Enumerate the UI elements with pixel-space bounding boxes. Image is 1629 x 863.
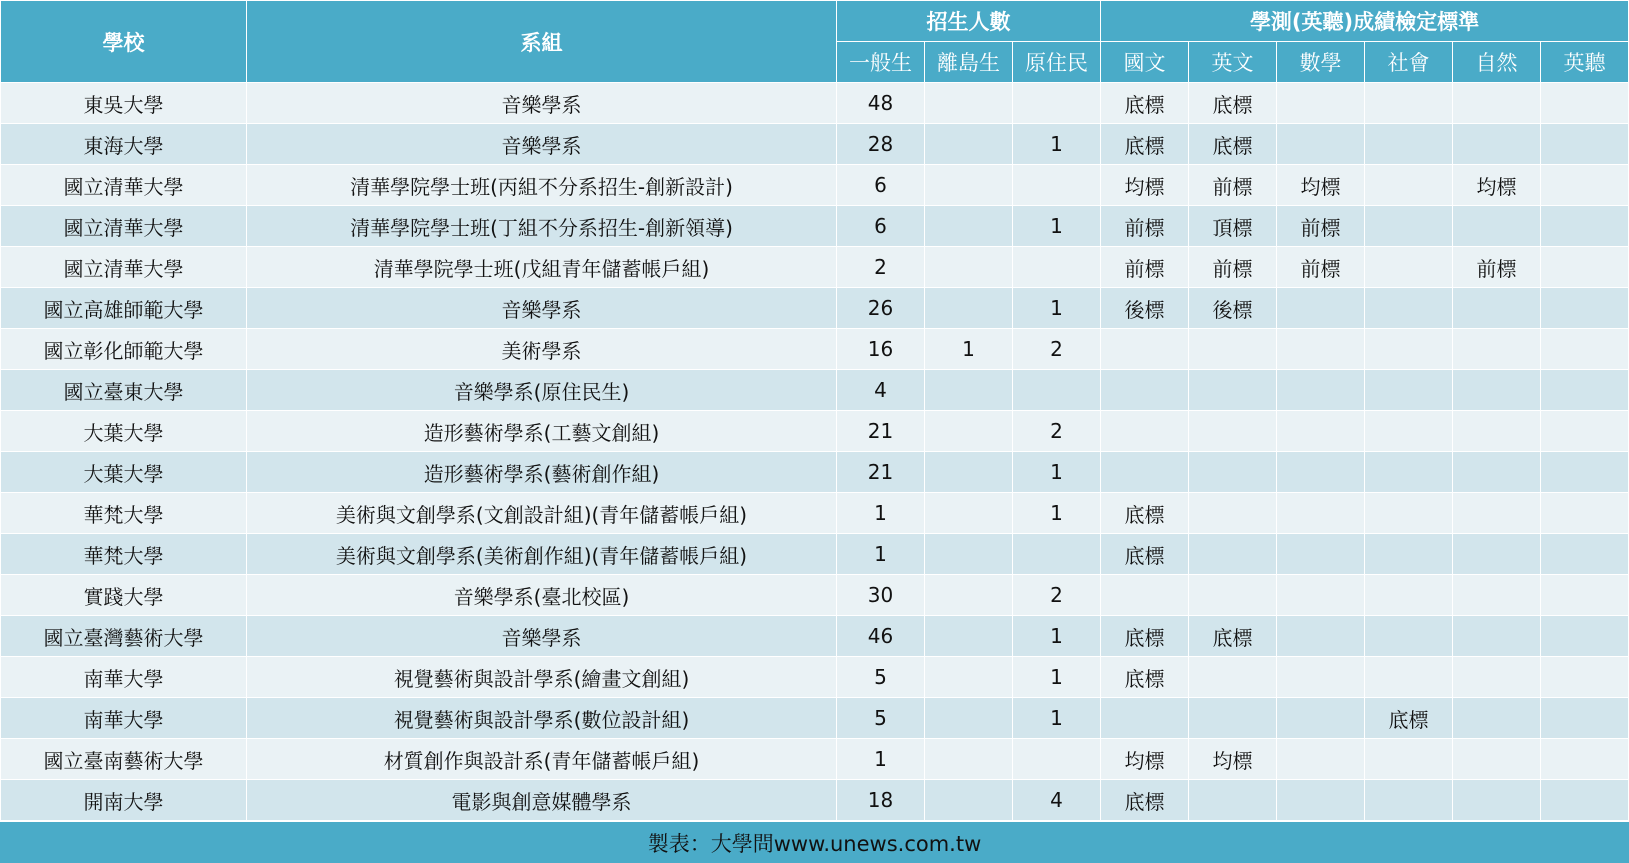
cell-general: 21 xyxy=(837,452,925,493)
table-row xyxy=(1,575,1629,616)
cell-dept: 電影與創意媒體學系 xyxy=(247,780,837,821)
cell-listening xyxy=(1541,83,1629,124)
cell-general: 26 xyxy=(837,288,925,329)
cell-general: 28 xyxy=(837,124,925,165)
table-body xyxy=(1,83,1629,821)
cell-dept: 材質創作與設計系(青年儲蓄帳戶組) xyxy=(247,739,837,780)
cell-indigenous xyxy=(1013,165,1101,206)
cell-chinese: 均標 xyxy=(1101,165,1189,206)
table-row xyxy=(1,206,1629,247)
cell-social xyxy=(1365,288,1453,329)
cell-math xyxy=(1277,739,1365,780)
cell-school: 東海大學 xyxy=(1,124,247,165)
cell-dept: 造形藝術學系(藝術創作組) xyxy=(247,452,837,493)
cell-indigenous xyxy=(1013,534,1101,575)
cell-dept: 造形藝術學系(工藝文創組) xyxy=(247,411,837,452)
table-row xyxy=(1,329,1629,370)
cell-chinese: 底標 xyxy=(1101,534,1189,575)
cell-social xyxy=(1365,452,1453,493)
cell-english: 後標 xyxy=(1189,288,1277,329)
table-row xyxy=(1,247,1629,288)
cell-listening xyxy=(1541,329,1629,370)
header-general: 一般生 xyxy=(837,42,925,83)
cell-indigenous: 2 xyxy=(1013,411,1101,452)
cell-science xyxy=(1453,534,1541,575)
cell-indigenous: 2 xyxy=(1013,575,1101,616)
cell-island xyxy=(925,739,1013,780)
cell-school: 開南大學 xyxy=(1,780,247,821)
table-row xyxy=(1,493,1629,534)
table-row xyxy=(1,124,1629,165)
cell-island xyxy=(925,83,1013,124)
cell-general: 5 xyxy=(837,698,925,739)
cell-dept: 音樂學系 xyxy=(247,124,837,165)
cell-general: 46 xyxy=(837,616,925,657)
footer-credit-bar xyxy=(0,822,1629,863)
cell-dept: 清華學院學士班(戊組青年儲蓄帳戶組) xyxy=(247,247,837,288)
cell-island xyxy=(925,247,1013,288)
cell-english: 前標 xyxy=(1189,165,1277,206)
table-row xyxy=(1,165,1629,206)
cell-social xyxy=(1365,575,1453,616)
cell-indigenous: 1 xyxy=(1013,452,1101,493)
cell-chinese: 底標 xyxy=(1101,124,1189,165)
cell-general: 4 xyxy=(837,370,925,411)
header-social: 社會 xyxy=(1365,42,1453,83)
cell-social: 底標 xyxy=(1365,698,1453,739)
cell-math xyxy=(1277,370,1365,411)
cell-school: 國立高雄師範大學 xyxy=(1,288,247,329)
cell-indigenous: 4 xyxy=(1013,780,1101,821)
cell-general: 1 xyxy=(837,534,925,575)
cell-dept: 清華學院學士班(丁組不分系招生-創新領導) xyxy=(247,206,837,247)
header-dept: 系組 xyxy=(247,1,837,83)
cell-school: 國立清華大學 xyxy=(1,247,247,288)
cell-science xyxy=(1453,83,1541,124)
cell-english: 底標 xyxy=(1189,83,1277,124)
footer-credit: 製表：大學問www.unews.com.tw xyxy=(647,831,982,856)
cell-science xyxy=(1453,370,1541,411)
header-chinese: 國文 xyxy=(1101,42,1189,83)
table-row xyxy=(1,780,1629,821)
cell-listening xyxy=(1541,124,1629,165)
cell-math: 前標 xyxy=(1277,206,1365,247)
cell-island: 1 xyxy=(925,329,1013,370)
cell-indigenous: 2 xyxy=(1013,329,1101,370)
cell-general: 21 xyxy=(837,411,925,452)
cell-general: 5 xyxy=(837,657,925,698)
header-quota-group: 招生人數 xyxy=(837,1,1101,42)
cell-english xyxy=(1189,452,1277,493)
cell-chinese: 後標 xyxy=(1101,288,1189,329)
cell-chinese: 底標 xyxy=(1101,83,1189,124)
cell-school: 國立清華大學 xyxy=(1,165,247,206)
cell-island xyxy=(925,575,1013,616)
cell-english: 底標 xyxy=(1189,616,1277,657)
cell-math xyxy=(1277,657,1365,698)
cell-school: 大葉大學 xyxy=(1,411,247,452)
cell-general: 1 xyxy=(837,493,925,534)
cell-social xyxy=(1365,247,1453,288)
header-english: 英文 xyxy=(1189,42,1277,83)
cell-island xyxy=(925,124,1013,165)
cell-english xyxy=(1189,780,1277,821)
cell-english: 前標 xyxy=(1189,247,1277,288)
cell-social xyxy=(1365,83,1453,124)
cell-school: 華梵大學 xyxy=(1,534,247,575)
table-header xyxy=(1,1,1629,83)
cell-school: 實踐大學 xyxy=(1,575,247,616)
cell-chinese xyxy=(1101,575,1189,616)
cell-listening xyxy=(1541,657,1629,698)
cell-school: 東吳大學 xyxy=(1,83,247,124)
cell-island xyxy=(925,698,1013,739)
cell-math xyxy=(1277,83,1365,124)
cell-chinese: 底標 xyxy=(1101,657,1189,698)
cell-island xyxy=(925,657,1013,698)
cell-chinese xyxy=(1101,329,1189,370)
cell-dept: 音樂學系 xyxy=(247,616,837,657)
cell-social xyxy=(1365,206,1453,247)
cell-chinese: 底標 xyxy=(1101,780,1189,821)
cell-island xyxy=(925,452,1013,493)
table-row xyxy=(1,616,1629,657)
cell-english xyxy=(1189,534,1277,575)
cell-science: 前標 xyxy=(1453,247,1541,288)
table-row xyxy=(1,452,1629,493)
cell-school: 國立臺南藝術大學 xyxy=(1,739,247,780)
cell-english xyxy=(1189,370,1277,411)
cell-english xyxy=(1189,329,1277,370)
cell-dept: 音樂學系(臺北校區) xyxy=(247,575,837,616)
cell-listening xyxy=(1541,780,1629,821)
cell-chinese: 均標 xyxy=(1101,739,1189,780)
cell-indigenous: 1 xyxy=(1013,288,1101,329)
cell-island xyxy=(925,493,1013,534)
cell-social xyxy=(1365,657,1453,698)
cell-listening xyxy=(1541,165,1629,206)
cell-island xyxy=(925,288,1013,329)
cell-school: 南華大學 xyxy=(1,698,247,739)
cell-math xyxy=(1277,124,1365,165)
cell-science: 均標 xyxy=(1453,165,1541,206)
cell-general: 16 xyxy=(837,329,925,370)
cell-island xyxy=(925,370,1013,411)
cell-chinese: 底標 xyxy=(1101,616,1189,657)
cell-listening xyxy=(1541,288,1629,329)
table-row xyxy=(1,534,1629,575)
cell-general: 1 xyxy=(837,739,925,780)
cell-listening xyxy=(1541,452,1629,493)
cell-science xyxy=(1453,780,1541,821)
cell-general: 18 xyxy=(837,780,925,821)
cell-island xyxy=(925,206,1013,247)
cell-school: 南華大學 xyxy=(1,657,247,698)
cell-dept: 音樂學系 xyxy=(247,288,837,329)
header-standard-group: 學測(英聽)成績檢定標準 xyxy=(1101,1,1629,42)
cell-social xyxy=(1365,534,1453,575)
cell-science xyxy=(1453,452,1541,493)
cell-island xyxy=(925,534,1013,575)
cell-social xyxy=(1365,616,1453,657)
cell-chinese xyxy=(1101,411,1189,452)
cell-english: 均標 xyxy=(1189,739,1277,780)
cell-science xyxy=(1453,206,1541,247)
cell-indigenous: 1 xyxy=(1013,698,1101,739)
header-listening: 英聽 xyxy=(1541,42,1629,83)
cell-indigenous: 1 xyxy=(1013,124,1101,165)
cell-indigenous: 1 xyxy=(1013,657,1101,698)
cell-social xyxy=(1365,739,1453,780)
cell-social xyxy=(1365,411,1453,452)
cell-math xyxy=(1277,411,1365,452)
cell-general: 2 xyxy=(837,247,925,288)
cell-chinese xyxy=(1101,452,1189,493)
cell-chinese: 底標 xyxy=(1101,493,1189,534)
cell-science xyxy=(1453,411,1541,452)
cell-math xyxy=(1277,493,1365,534)
cell-social xyxy=(1365,493,1453,534)
cell-social xyxy=(1365,165,1453,206)
cell-listening xyxy=(1541,247,1629,288)
cell-island xyxy=(925,411,1013,452)
cell-indigenous xyxy=(1013,247,1101,288)
cell-indigenous xyxy=(1013,739,1101,780)
cell-school: 國立臺東大學 xyxy=(1,370,247,411)
cell-island xyxy=(925,780,1013,821)
cell-island xyxy=(925,616,1013,657)
cell-listening xyxy=(1541,534,1629,575)
cell-listening xyxy=(1541,411,1629,452)
cell-chinese: 前標 xyxy=(1101,206,1189,247)
cell-chinese xyxy=(1101,698,1189,739)
cell-english: 頂標 xyxy=(1189,206,1277,247)
cell-listening xyxy=(1541,370,1629,411)
header-math: 數學 xyxy=(1277,42,1365,83)
cell-dept: 視覺藝術與設計學系(繪畫文創組) xyxy=(247,657,837,698)
cell-dept: 視覺藝術與設計學系(數位設計組) xyxy=(247,698,837,739)
cell-social xyxy=(1365,370,1453,411)
cell-science xyxy=(1453,616,1541,657)
cell-indigenous xyxy=(1013,370,1101,411)
cell-math: 均標 xyxy=(1277,165,1365,206)
cell-social xyxy=(1365,124,1453,165)
table-row xyxy=(1,288,1629,329)
cell-listening xyxy=(1541,575,1629,616)
cell-listening xyxy=(1541,206,1629,247)
cell-listening xyxy=(1541,739,1629,780)
table-row xyxy=(1,657,1629,698)
cell-science xyxy=(1453,329,1541,370)
cell-listening xyxy=(1541,493,1629,534)
header-island: 離島生 xyxy=(925,42,1013,83)
cell-general: 6 xyxy=(837,206,925,247)
table-row xyxy=(1,83,1629,124)
cell-english: 底標 xyxy=(1189,124,1277,165)
cell-general: 48 xyxy=(837,83,925,124)
cell-science xyxy=(1453,698,1541,739)
table-row xyxy=(1,698,1629,739)
cell-english xyxy=(1189,493,1277,534)
cell-school: 大葉大學 xyxy=(1,452,247,493)
cell-indigenous xyxy=(1013,83,1101,124)
cell-science xyxy=(1453,288,1541,329)
cell-island xyxy=(925,165,1013,206)
cell-indigenous: 1 xyxy=(1013,616,1101,657)
header-science: 自然 xyxy=(1453,42,1541,83)
cell-science xyxy=(1453,575,1541,616)
cell-dept: 音樂學系(原住民生) xyxy=(247,370,837,411)
cell-math xyxy=(1277,534,1365,575)
cell-listening xyxy=(1541,616,1629,657)
cell-english xyxy=(1189,698,1277,739)
cell-science xyxy=(1453,657,1541,698)
cell-dept: 美術與文創學系(美術創作組)(青年儲蓄帳戶組) xyxy=(247,534,837,575)
cell-school: 華梵大學 xyxy=(1,493,247,534)
cell-school: 國立彰化師範大學 xyxy=(1,329,247,370)
cell-indigenous: 1 xyxy=(1013,206,1101,247)
header-school: 學校 xyxy=(1,1,247,83)
cell-dept: 美術與文創學系(文創設計組)(青年儲蓄帳戶組) xyxy=(247,493,837,534)
cell-listening xyxy=(1541,698,1629,739)
cell-math xyxy=(1277,452,1365,493)
cell-math xyxy=(1277,288,1365,329)
table-row xyxy=(1,411,1629,452)
cell-dept: 清華學院學士班(丙組不分系招生-創新設計) xyxy=(247,165,837,206)
cell-math xyxy=(1277,575,1365,616)
cell-english xyxy=(1189,657,1277,698)
cell-dept: 美術學系 xyxy=(247,329,837,370)
cell-math xyxy=(1277,616,1365,657)
cell-science xyxy=(1453,124,1541,165)
cell-math xyxy=(1277,780,1365,821)
table-row xyxy=(1,370,1629,411)
cell-general: 30 xyxy=(837,575,925,616)
cell-general: 6 xyxy=(837,165,925,206)
cell-social xyxy=(1365,780,1453,821)
cell-english xyxy=(1189,575,1277,616)
cell-chinese: 前標 xyxy=(1101,247,1189,288)
cell-school: 國立清華大學 xyxy=(1,206,247,247)
cell-science xyxy=(1453,739,1541,780)
cell-social xyxy=(1365,329,1453,370)
cell-science xyxy=(1453,493,1541,534)
cell-indigenous: 1 xyxy=(1013,493,1101,534)
header-indigenous: 原住民 xyxy=(1013,42,1101,83)
cell-math xyxy=(1277,698,1365,739)
cell-dept: 音樂學系 xyxy=(247,83,837,124)
cell-english xyxy=(1189,411,1277,452)
cell-school: 國立臺灣藝術大學 xyxy=(1,616,247,657)
cell-math: 前標 xyxy=(1277,247,1365,288)
table-row xyxy=(1,739,1629,780)
cell-math xyxy=(1277,329,1365,370)
cell-chinese xyxy=(1101,370,1189,411)
